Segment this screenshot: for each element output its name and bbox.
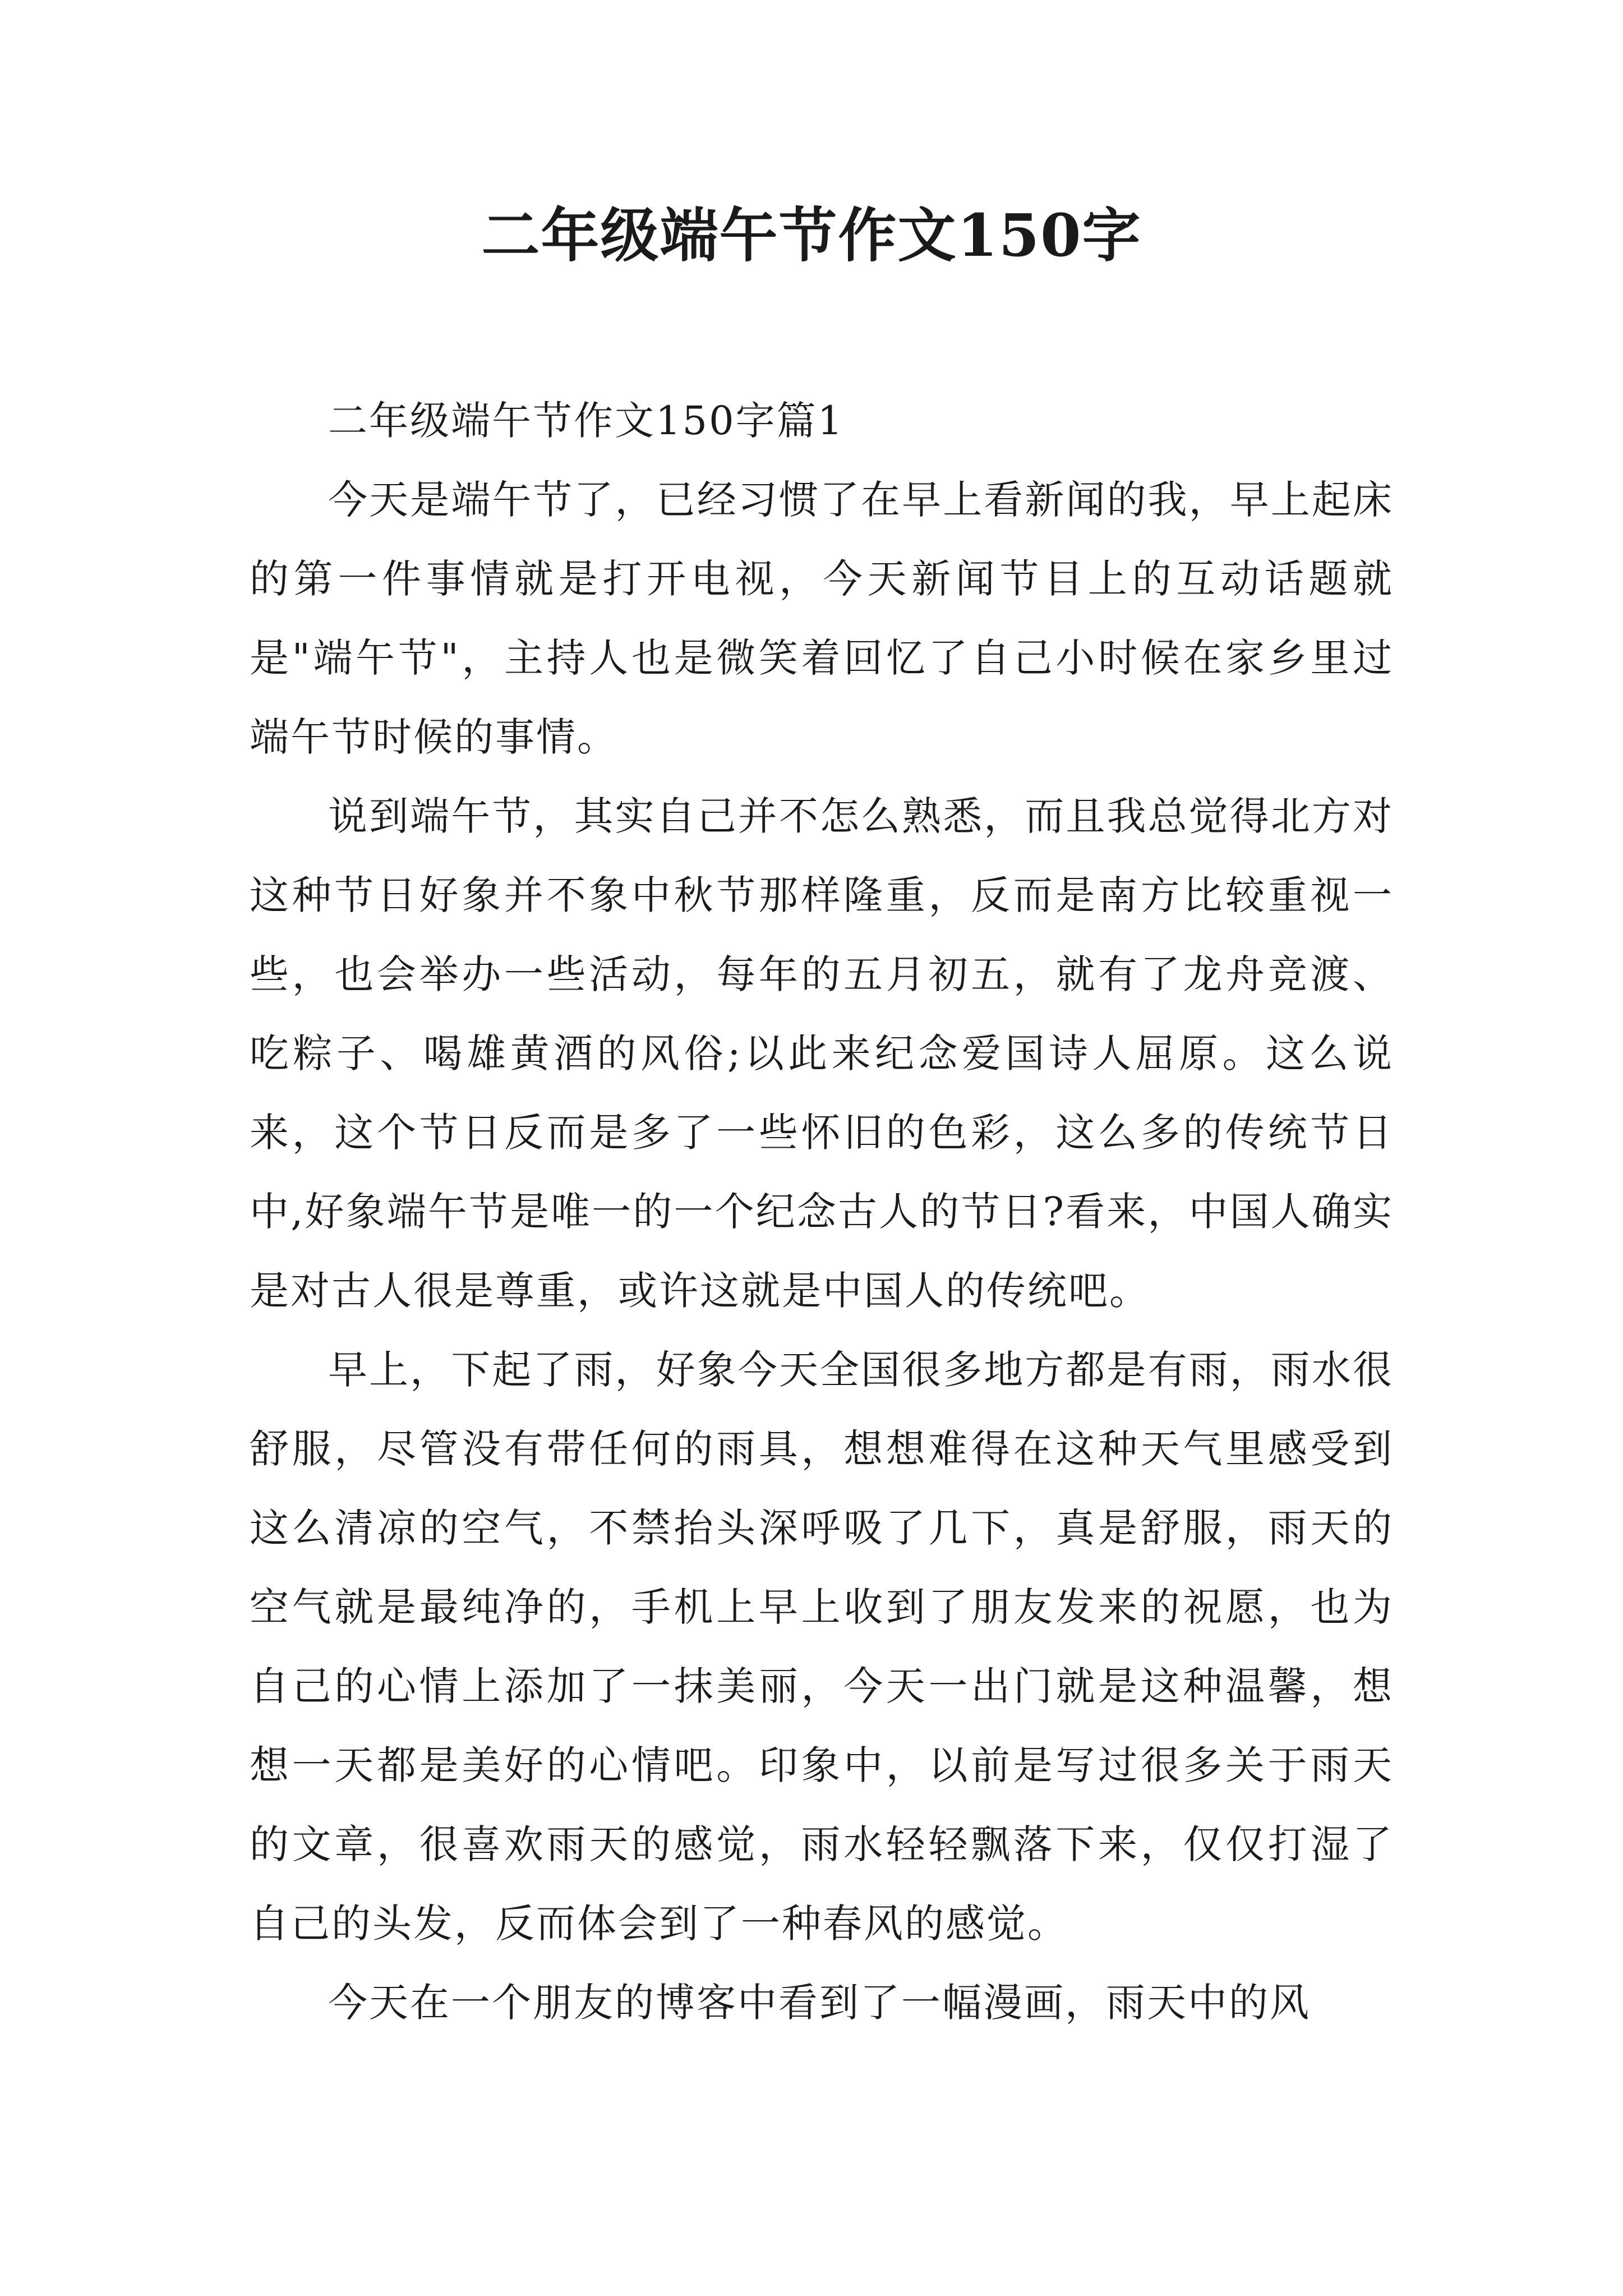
paragraph-2: 说到端午节，其实自己并不怎么熟悉，而且我总觉得北方对这种节日好象并不象中秋节那样隆重，反而是南方比较重视一些，也会举办一些活动，每年的五月初五，就有了龙舟竞渡、吃粽子、喝雄黄酒的风俗;以此来纪念爱国诗人屈原。这么说来，这个节日反而是多了一些怀旧的色彩，这么多的传统节日中,好象端午节是唯一的一个纪念古人的节日?看来，中国人确实是对古人很是尊重，或许这就是中国人的传统吧。 [250, 793, 1394, 1314]
paragraph-1: 今天是端午节了，已经习惯了在早上看新闻的我，早上起床的第一件事情就是打开电视，今天新闻节目上的互动话题就是"端午节"，主持人也是微笑着回忆了自己小时候在家乡里过端午节时候的事情。 [250, 477, 1394, 760]
document-body [250, 381, 1394, 2042]
document-title: 二年级端午节作文150字 [481, 201, 1142, 270]
paragraph-3: 早上，下起了雨，好象今天全国很多地方都是有雨，雨水很舒服，尽管没有带任何的雨具，想想难得在这种天气里感受到这么清凉的空气，不禁抬头深呼吸了几下，真是舒服，雨天的空气就是最纯净的，手机上早上收到了朋友发来的祝愿，也为自己的心情上添加了一抹美丽，今天一出门就是这种温馨，想想一天都是美好的心情吧。印象中，以前是写过很多关于雨天的文章，很喜欢雨天的感觉，雨水轻轻飘落下来，仅仅打湿了自己的头发，反而体会到了一种春风的感觉。 [250, 1347, 1394, 1947]
paragraph-4: 今天在一个朋友的博客中看到了一幅漫画，雨天中的风 [328, 1980, 1311, 2026]
section-heading: 二年级端午节作文150字篇1 [328, 398, 845, 444]
